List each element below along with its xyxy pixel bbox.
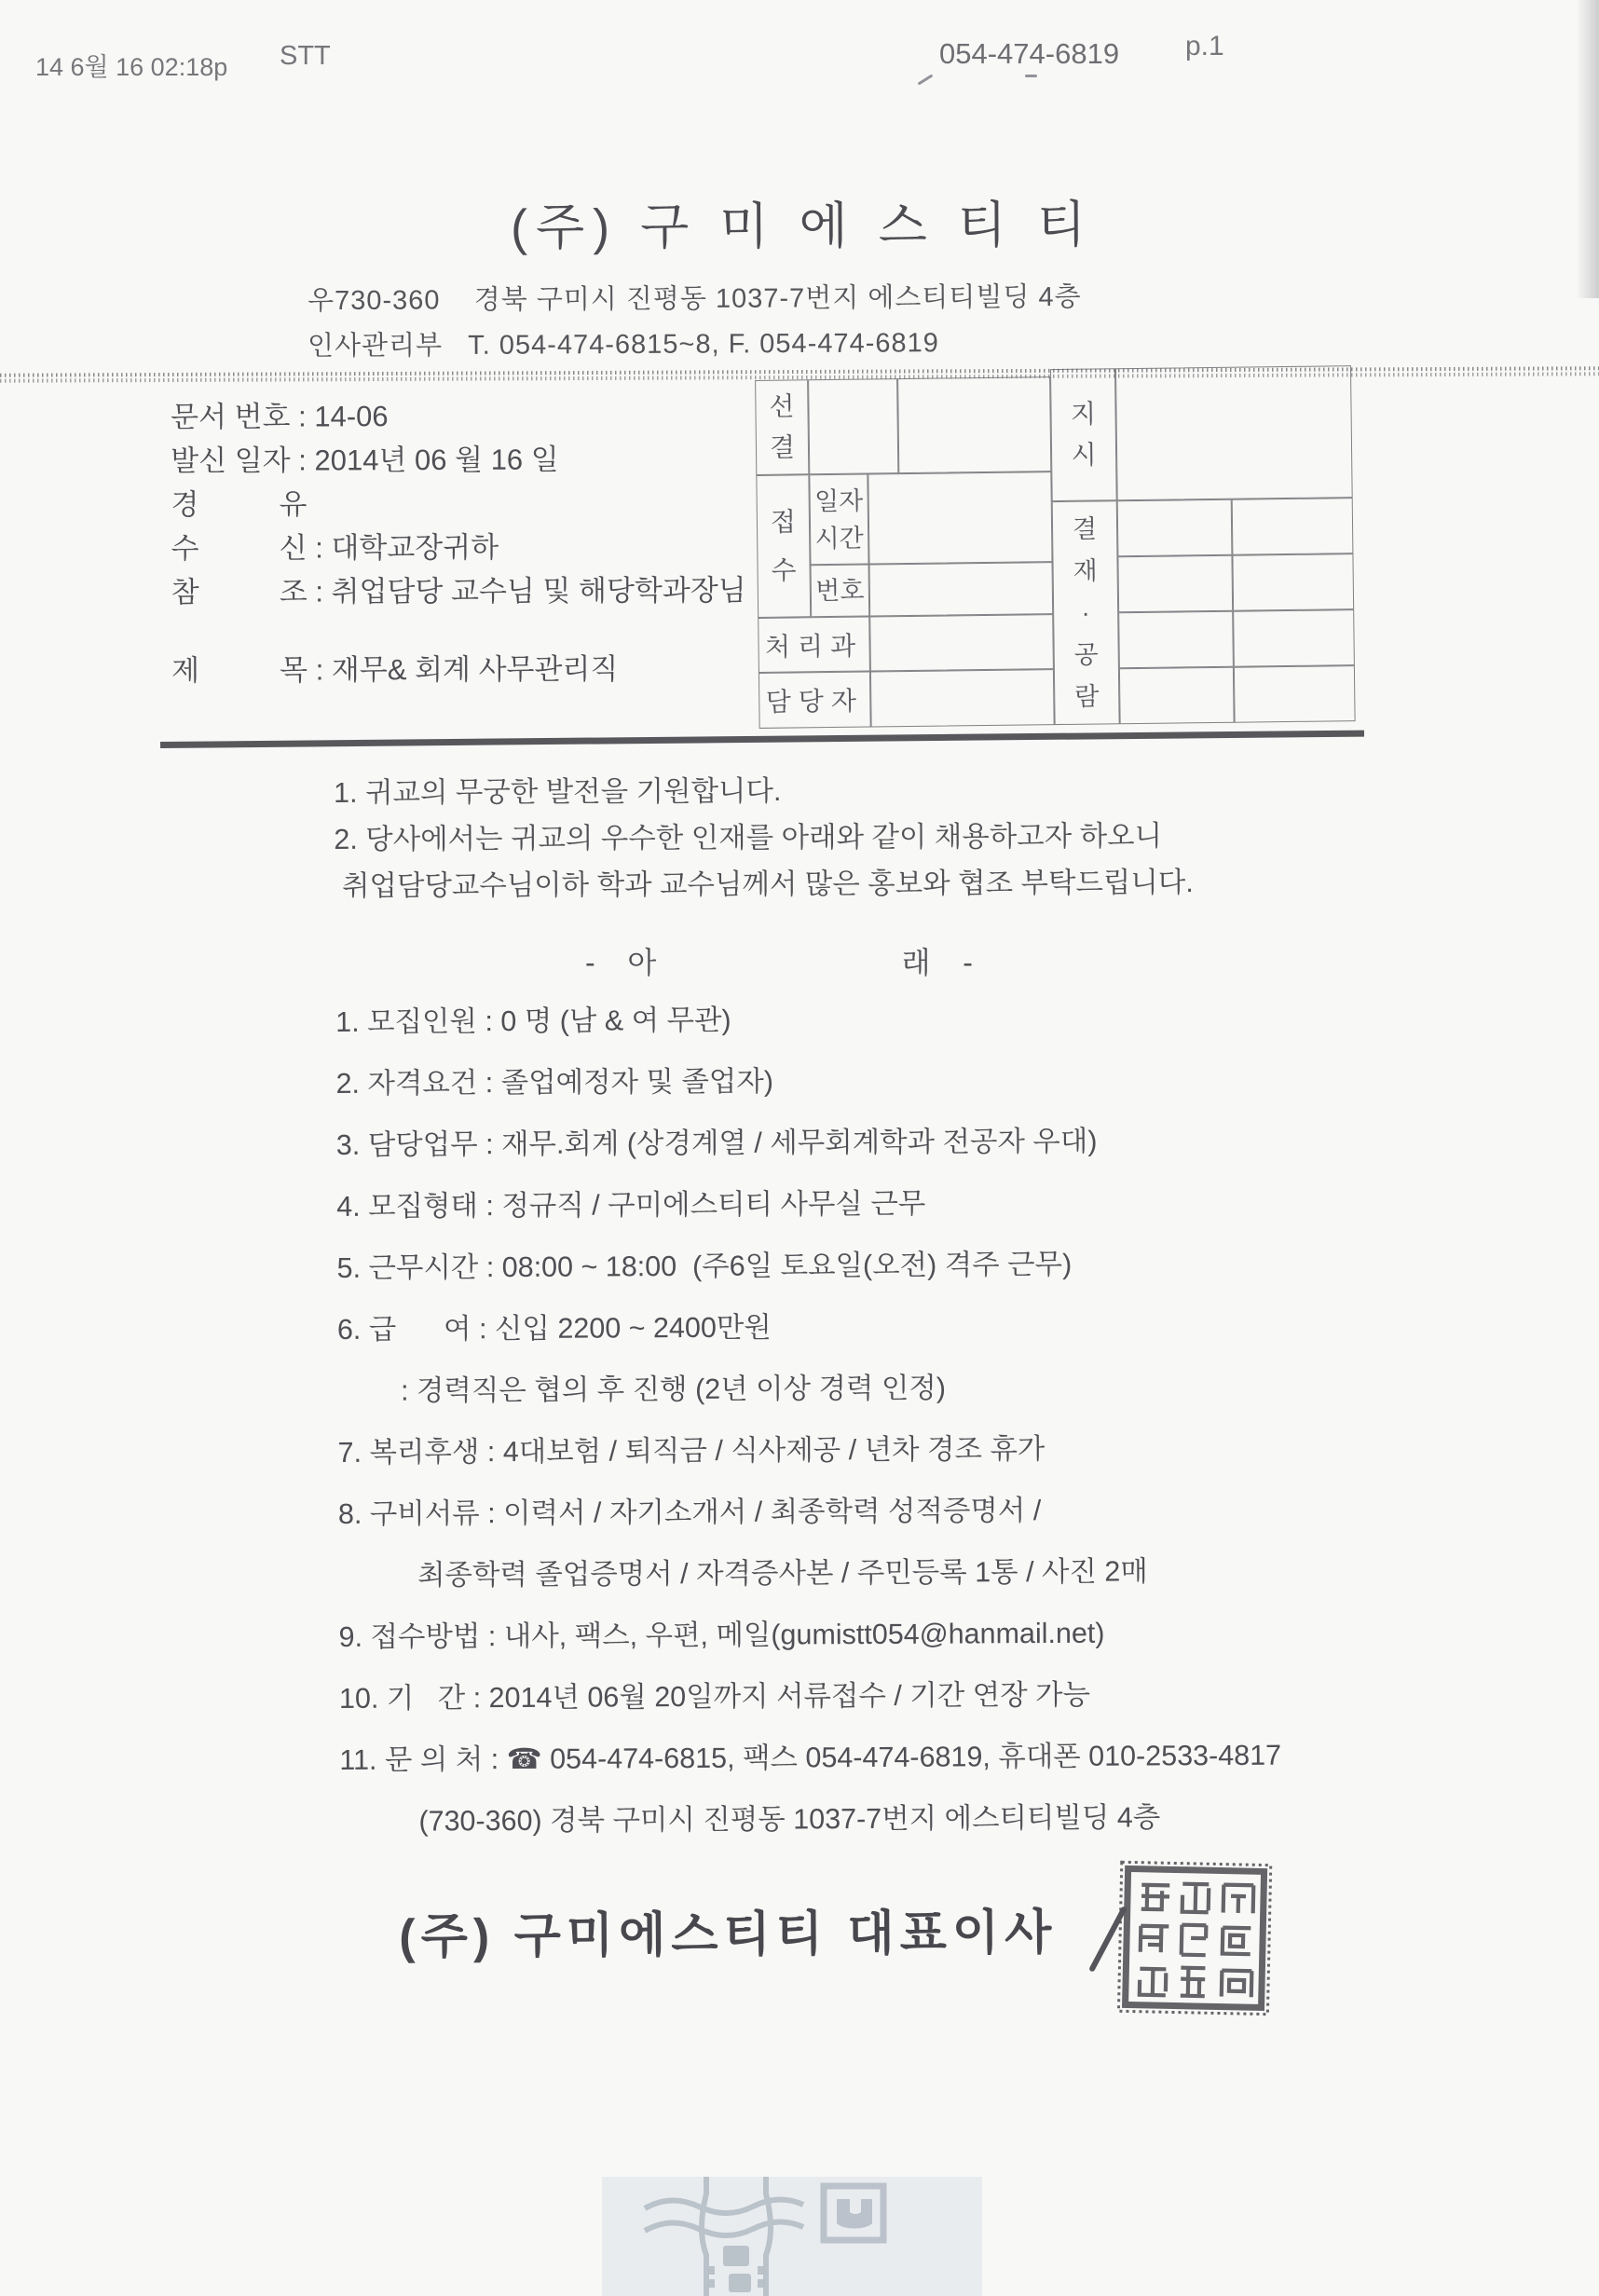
attachment-thumbnail <box>602 2177 982 2296</box>
empty-cell <box>870 669 1055 727</box>
scan-pen-tick <box>1025 75 1037 77</box>
job-detail-line-salary: 6. 급 여 : 신입 2200 ~ 2400만원 <box>336 1311 772 1346</box>
job-detail-line-apply-method: 9. 접수방법 : 내사, 팩스, 우편, 메일(gumistt054@hanmail.net) <box>338 1617 1105 1653</box>
job-detail-line-contact: 11. 문 의 처 : ☎ 054-474-6815, 팩스 054-474-6819, 휴대폰 010-2533-4817 <box>339 1739 1282 1776</box>
job-detail-line-documents: 8. 구비서류 : 이력서 / 자기소개서 / 최종학력 성적증명서 / <box>337 1495 1042 1530</box>
fax-datetime: 14 6월 16 02:18p <box>35 53 228 81</box>
job-detail-line-documents-cont: 최종학력 졸업증명서 / 자격증사본 / 주민등록 1통 / 사진 2매 <box>338 1555 1148 1592</box>
doc-number-row: 문서 번호 : 14-06 <box>171 400 389 433</box>
empty-cell <box>897 376 1051 473</box>
label-receipt: 접 수 <box>756 474 811 618</box>
fax-sender-id: STT <box>280 41 331 71</box>
greeting-line: 취업담당교수님이하 학과 교수님께서 많은 홍보와 협조 부탁드립니다. <box>334 866 1194 902</box>
section-divider <box>160 731 1364 748</box>
greeting-line: 2. 당사에서는 귀교의 우수한 인재를 아래와 같이 채용하고자 하오니 <box>334 820 1163 855</box>
job-details-list <box>335 987 1282 1852</box>
empty-cell <box>1117 499 1233 556</box>
thumbnail-graphic <box>602 2177 982 2296</box>
fax-number: 054-474-6819 <box>939 37 1120 70</box>
empty-cell <box>869 562 1054 616</box>
ceo-signature: (주) 구미에스티티 대표이사 <box>399 1906 1058 1964</box>
empty-cell <box>868 472 1052 564</box>
empty-cell <box>1234 665 1356 723</box>
job-detail-line-benefits: 7. 복리후생 : 4대보험 / 퇴직금 / 식사제공 / 년차 경조 휴가 <box>337 1433 1046 1469</box>
wave-line <box>645 2199 803 2213</box>
seal-graphic <box>1114 1858 1278 2022</box>
label-instruction: 지 시 <box>1050 368 1117 501</box>
send-date-row: 발신 일자 : 2014년 06 월 16 일 <box>171 443 559 477</box>
label-approval-circulation: 결 재 · 공 람 <box>1052 500 1120 725</box>
company-seal-stamp <box>1114 1858 1278 2027</box>
label-date-time: 일자 시간 <box>809 474 868 566</box>
label-handling-dept: 처리과 <box>758 616 870 672</box>
recipient-row: 수 신 : 대학교장귀하 <box>171 530 499 565</box>
filmstrip-left-edge <box>702 2177 706 2296</box>
arae-divider: - 아 래 - <box>585 946 975 979</box>
fax-page-number: p.1 <box>1185 31 1224 62</box>
job-detail-line-hours: 5. 근무시간 : 08:00 ~ 18:00 (주6일 토요일(오전) 격주 근무) <box>336 1248 1073 1284</box>
job-detail-line-recruit-count: 1. 모집인원 : 0 명 (남 & 여 무관) <box>335 1004 731 1038</box>
job-detail-line-qualification: 2. 자격요건 : 졸업예정자 및 졸업자) <box>335 1065 774 1100</box>
empty-cell <box>1233 609 1355 667</box>
job-detail-line-employment: 4. 모집형태 : 정규직 / 구미에스티티 사무실 근무 <box>336 1187 926 1223</box>
job-detail-line-salary-cont: : 경력직은 협의 후 진행 (2년 이상 경력 인정) <box>337 1372 947 1407</box>
company-title: (주) 구 미 에 스 티 티 <box>510 197 1095 256</box>
empty-cell <box>1232 554 1354 611</box>
empty-cell <box>869 614 1054 671</box>
company-address: 우730-360 경북 구미시 진평동 1037-7번지 에스티티빌딩 4층 <box>307 281 1082 317</box>
label-prior-approval: 선 결 <box>755 379 809 475</box>
job-detail-line-duties: 3. 담당업무 : 재무.회계 (상경계열 / 세무회계학과 전공자 우대) <box>335 1125 1098 1161</box>
company-contact: 인사관리부 T. 054-474-6815~8, F. 054-474-6819 <box>307 328 939 362</box>
empty-cell <box>1232 498 1354 555</box>
approval-stamp-table <box>753 365 1363 731</box>
empty-cell <box>1117 555 1233 612</box>
square-icon-blob <box>837 2199 872 2229</box>
wave-line <box>645 2221 803 2235</box>
document-meta-block <box>171 393 746 692</box>
scan-pen-tick <box>918 74 934 85</box>
via-row: 경 유 <box>171 487 308 521</box>
subject-row: 제 목 : 재무& 회계 사무관리직 <box>171 652 619 687</box>
empty-cell <box>1119 667 1235 724</box>
cc-row: 참 조 : 취업담당 교수님 및 해당학과장님 <box>171 573 746 608</box>
scan-edge-shadow <box>1577 0 1599 298</box>
greeting-line: 1. 귀교의 무궁한 발전을 기원합니다. <box>334 774 782 809</box>
label-person-in-charge: 담당자 <box>758 671 871 728</box>
job-detail-line-contact-addr: (730-360) 경북 구미시 진평동 1037-7번지 에스티티빌딩 4층 <box>339 1801 1161 1838</box>
filmstrip-right-edge <box>766 2177 771 2296</box>
job-detail-line-period: 10. 기 간 : 2014년 06월 20일까지 서류접수 / 기간 연장 가능 <box>338 1678 1091 1715</box>
empty-cell <box>1118 611 1234 668</box>
empty-cell <box>808 378 898 474</box>
empty-cell <box>1115 365 1353 500</box>
label-number: 번호 <box>811 564 870 617</box>
greeting-block <box>334 766 1194 909</box>
square-icon <box>824 2186 883 2240</box>
